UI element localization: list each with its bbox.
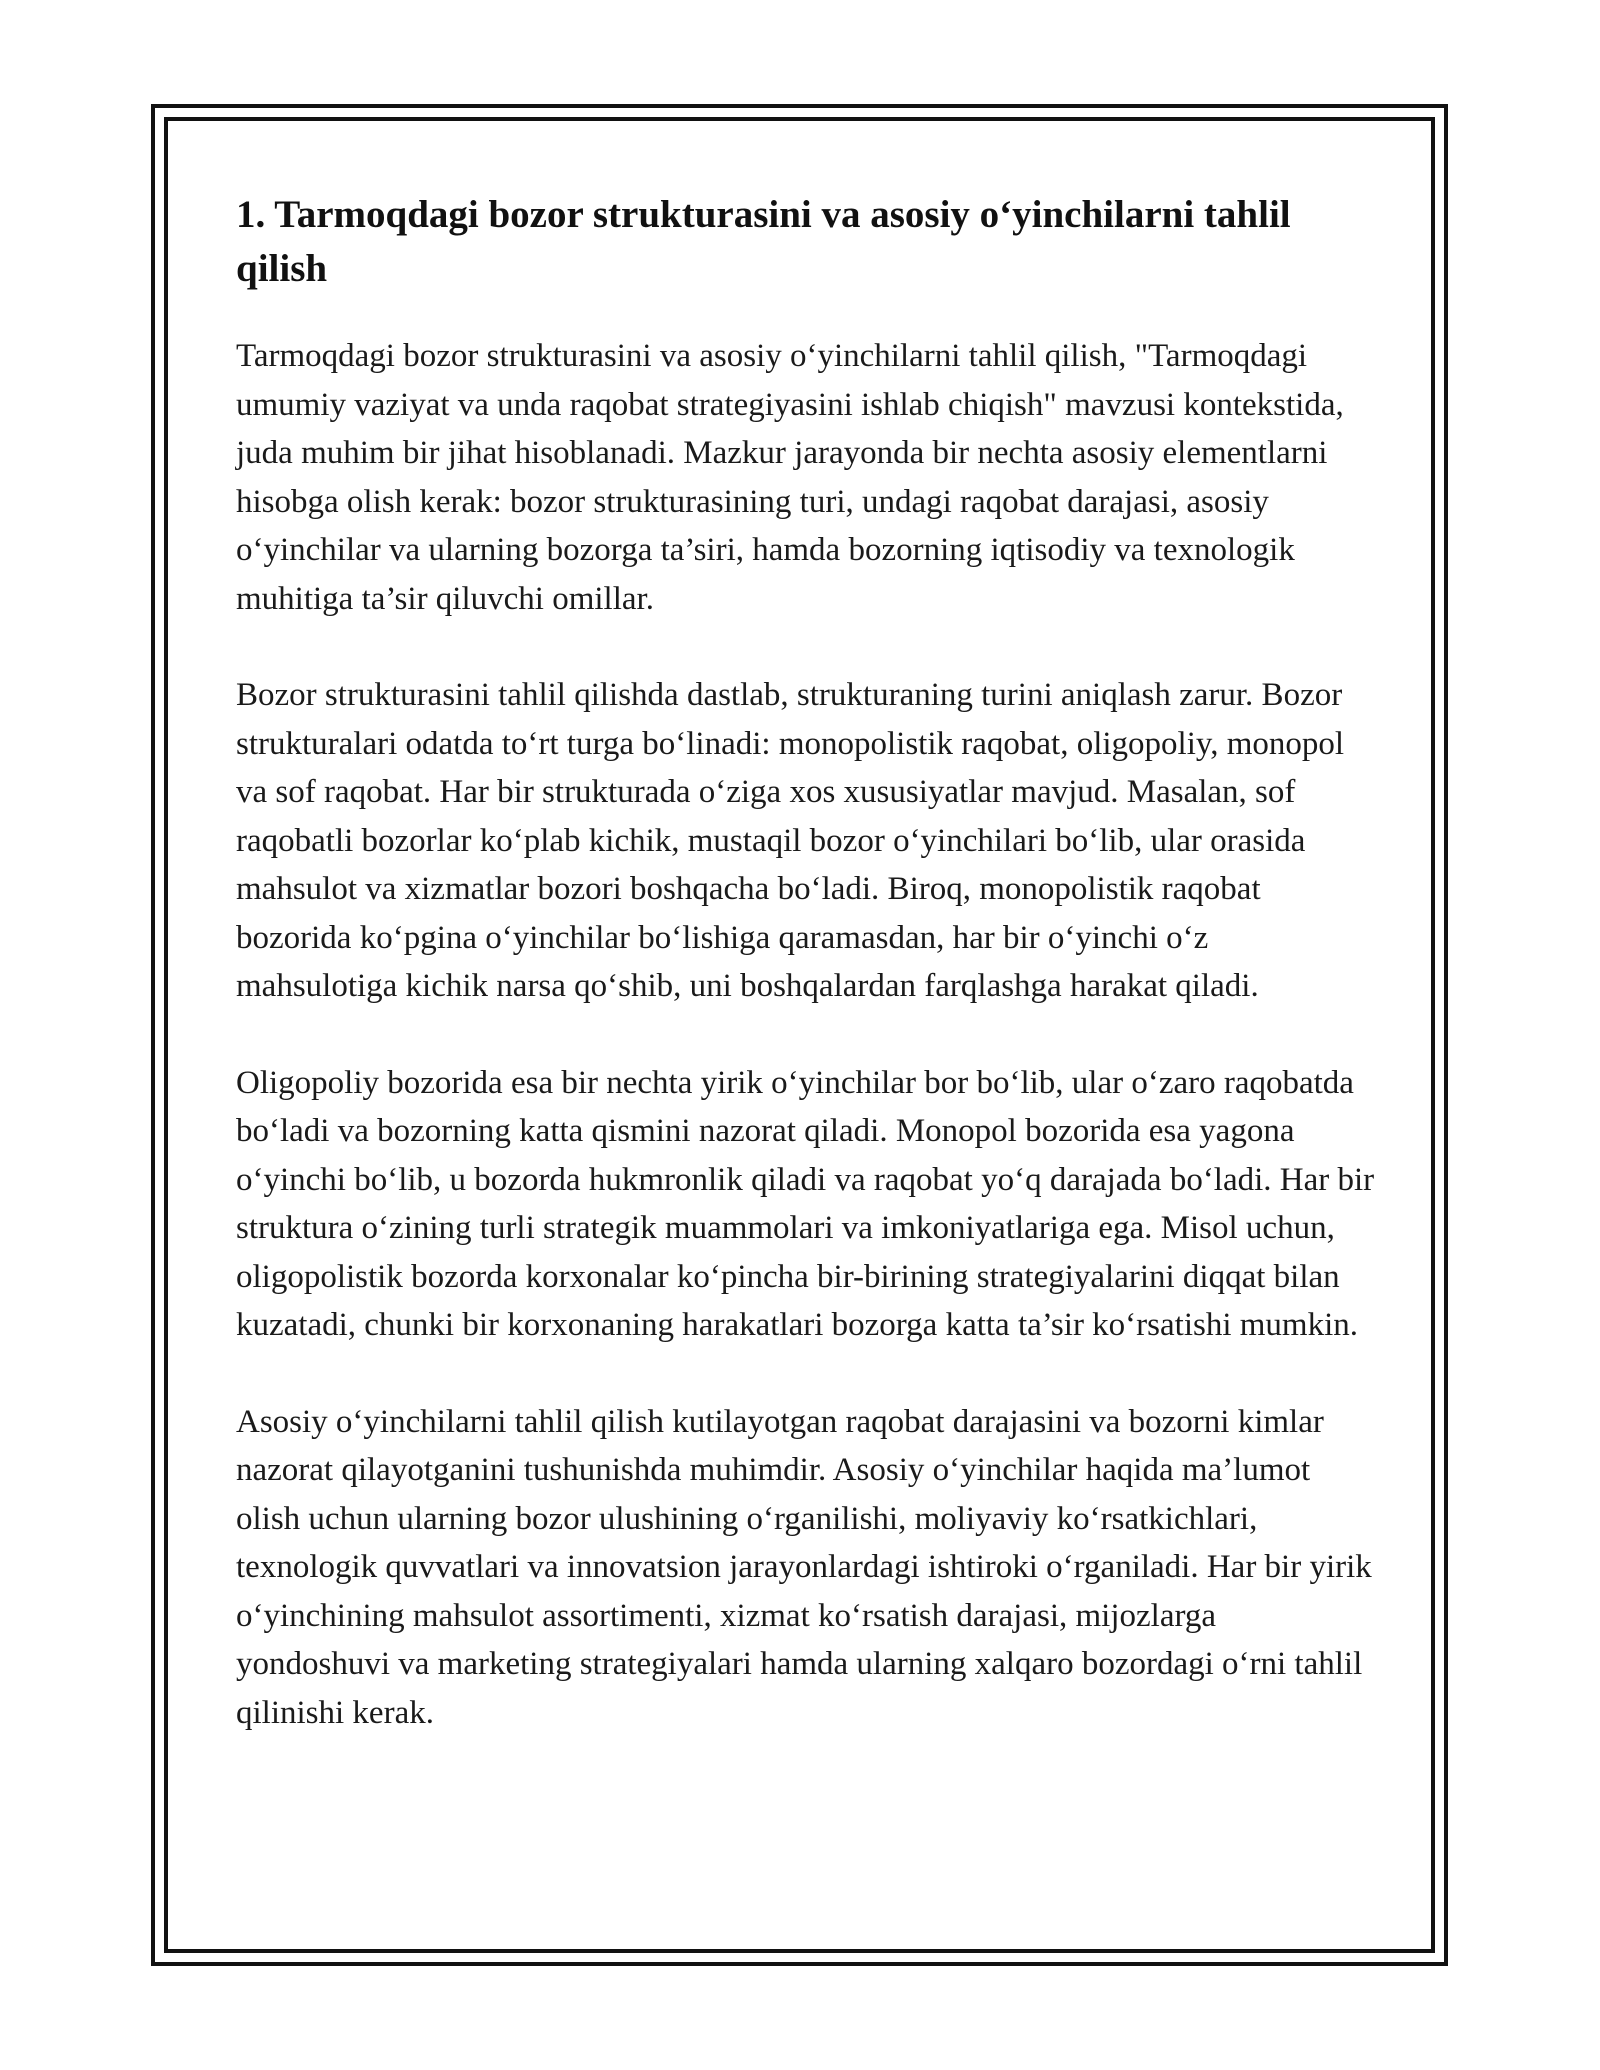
paragraph-3: Oligopoliy bozorida esa bir nechta yirik o‘yinchilar bor bo‘lib, ular o‘zaro raqobatda bo‘ladi va bozorning katta qismini nazorat qiladi. Monopol bozorida esa yagona o‘yinchi bo‘lib, u bozorda hukmronlik qiladi va raqobat yo‘q darajada bo‘ladi. Har bir struktura o‘zining turli strategik muammolari va imkoniyatlariga ega. Misol uchun, oligopolistik bozorda korxonalar ko‘pincha bir-birining strategiyalarini diqqat bilan kuzatadi, chunki bir korxonaning harakatlari bozorga katta ta’sir ko‘rsatishi mumkin. xyxy=(236,1064,1375,1343)
paragraph-4: Asosiy o‘yinchilarni tahlil qilish kutilayotgan raqobat darajasini va bozorni kimlar nazorat qilayotganini tushunishda muhimdir. Asosiy o‘yinchilar haqida ma’lumot olish uchun ularning bozor ulushining o‘rganilishi, moliyaviy ko‘rsatkichlari, texnologik quvvatlari va innovatsion jarayonlardagi ishtiroki o‘rganiladi. Har bir yirik o‘yinchining mahsulot assortimenti, xizmat ko‘rsatish darajasi, mijozlarga yondoshuvi va marketing strategiyalari hamda ularning xalqaro bozordagi o‘rni tahlil qilinishi kerak. xyxy=(236,1403,1372,1731)
paragraph-2: Bozor strukturasini tahlil qilishda dastlab, strukturaning turini aniqlash zarur. Bozor strukturalari odatda to‘rt turga bo‘linadi: monopolistik raqobat, oligopoliy, monopol va sof raqobat. Har bir strukturada o‘ziga xos xususiyatlar mavjud. Masalan, sof raqobatli bozorlar ko‘plab kichik, mustaqil bozor o‘yinchilari bo‘lib, ular orasida mahsulot va xizmatlar bozori boshqacha bo‘ladi. Biroq, monopolistik raqobat bozorida ko‘pgina o‘yinchilar bo‘lishiga qaramasdan, har bir o‘yinchi o‘z mahsulotiga kichik narsa qo‘shib, uni boshqalardan farqlashga harakat qiladi. xyxy=(236,677,1345,1004)
section-heading: 1. Tarmoqdagi bozor strukturasini va asosiy o‘yinchilarni tahlil qilish xyxy=(236,193,1291,290)
document-body xyxy=(236,188,1376,1737)
paragraph-1: Tarmoqdagi bozor strukturasini va asosiy o‘yinchilarni tahlil qilish, "Tarmoqdagi umumiy vaziyat va unda raqobat strategiyasini ishlab chiqish" mavzusi kontekstida, juda muhim bir jihat hisoblanadi. Mazkur jarayonda bir nechta asosiy elementlarni hisobga olish kerak: bozor strukturasining turi, undagi raqobat darajasi, asosiy o‘yinchilar va ularning bozorga ta’siri, hamda bozorning iqtisodiy va texnologik muhitiga ta’sir qiluvchi omillar. xyxy=(236,338,1344,617)
